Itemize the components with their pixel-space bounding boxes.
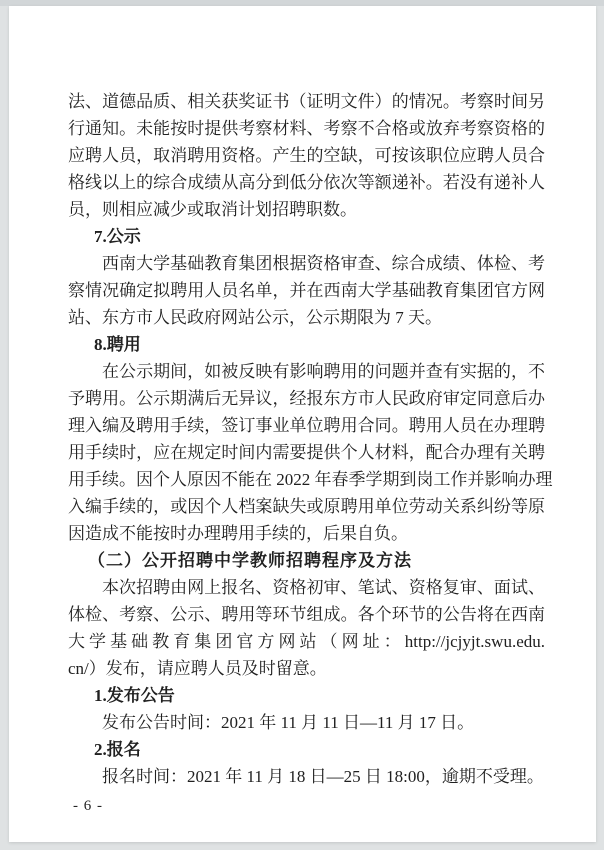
text-line: 理入编及聘用手续，签订事业单位聘用合同。聘用人员在办理聘 [68, 416, 545, 435]
text-line: 本次招聘由网上报名、资格初审、笔试、资格复审、面试、 [102, 578, 545, 597]
page-number: - 6 - [73, 798, 103, 814]
text-line: 体检、考察、公示、聘用等环节组成。各个环节的公告将在西南 [68, 605, 545, 624]
text-line: 西南大学基础教育集团根据资格审查、综合成绩、体检、考 [102, 254, 545, 273]
text-line: 员，则相应减少或取消计划招聘职数。 [68, 200, 357, 219]
section-heading: 8.聘用 [94, 335, 141, 354]
document-page [9, 6, 596, 842]
text-line: 用手续。因个人原因不能在 2022 年春季学期到岗工作并影响办理 [68, 470, 553, 489]
text-line: 入编手续的，或因个人档案缺失或原聘用单位劳动关系纠纷等原 [68, 497, 545, 516]
text-line: 大学基础教育集团官方网站（网址：http://jcjyjt.swu.edu. [68, 632, 545, 651]
text-line: 予聘用。公示期满后无异议，经报东方市人民政府审定同意后办 [68, 389, 545, 408]
text-line: 行通知。未能按时提供考察材料、考察不合格或放弃考察资格的 [68, 119, 545, 138]
text-line: 报名时间：2021 年 11 月 18 日—25 日 18:00，逾期不受理。 [102, 767, 544, 786]
text-line: 法、道德品质、相关获奖证书（证明文件）的情况。考察时间另 [68, 92, 545, 111]
text-line: cn/）发布，请应聘人员及时留意。 [68, 659, 327, 678]
text-line: 站、东方市人民政府网站公示，公示期限为 7 天。 [68, 308, 442, 327]
text-line: 在公示期间，如被反映有影响聘用的问题并查有实据的，不 [102, 362, 545, 381]
section-heading: 7.公示 [94, 227, 141, 246]
text-line: 应聘人员，取消聘用资格。产生的空缺，可按该职位应聘人员合 [68, 146, 545, 165]
section-subheading: （二）公开招聘中学教师招聘程序及方法 [88, 551, 412, 570]
text-line: 发布公告时间：2021 年 11 月 11 日—11 月 17 日。 [102, 713, 475, 732]
document-content [9, 6, 596, 817]
text-line: 因造成不能按时办理聘用手续的，后果自负。 [68, 524, 408, 543]
section-heading: 1.发布公告 [94, 686, 175, 705]
text-line: 用手续时，应在规定时间内需要提供个人材料，配合办理有关聘 [68, 443, 545, 462]
text-line: 格线以上的综合成绩从高分到低分依次等额递补。若没有递补人 [68, 173, 545, 192]
section-heading: 2.报名 [94, 740, 141, 759]
text-line: 察情况确定拟聘用人员名单，并在西南大学基础教育集团官方网 [68, 281, 545, 300]
